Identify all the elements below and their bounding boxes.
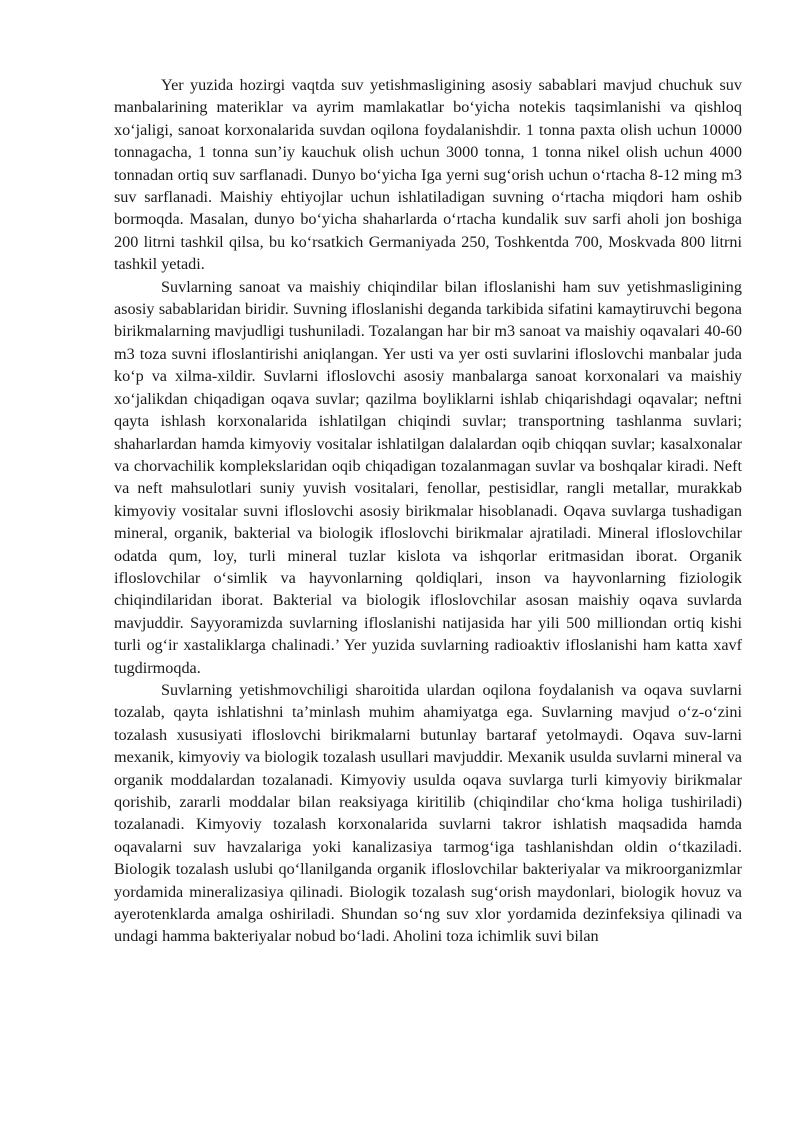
paragraph-water-shortage-causes: Yer yuzida hozirgi vaqtda suv yetishmasligining asosiy sabablari mavjud chuchuk suv manbalarining materiklar va ayrim mamlakatlar bo‘yicha notekis taqsimlanishi va qishloq xo‘jaligi, sanoat korxonalarida suvdan oqilona foydalanishdir. 1 tonna paxta olish uchun 10000 tonnagacha, 1 tonna sun’iy kauchuk olish uchun 3000 tonna, 1 tonna nikel olish uchun 4000 tonnadan ortiq suv sarflanadi. Dunyo bo‘yicha Iga yerni sug‘orish uchun o‘rtacha 8-12 ming m3 suv sarflanadi. Maishiy ehtiyojlar uchun ishlatiladigan suvning o‘rtacha miqdori ham oshib bormoqda. Masalan, dunyo bo‘yicha shaharlarda o‘rtacha kundalik suv sarfi aholi jon boshiga 200 litrni tashkil qilsa, bu ko‘rsatkich Germaniyada 250, Toshkentda 700, Moskvada 800 litrni tashkil yetadi. — [114, 76, 742, 274]
paragraph-water-pollution: Suvlarning sanoat va maishiy chiqindilar bilan ifloslanishi ham suv yetishmasligining asosiy sabablaridan biridir. Suvning ifloslanishi deganda tarkibida sifatini kamaytiruvchi begona birikmalarning mavjudligi tushuniladi. Tozalangan har bir m3 sanoat va maishiy oqavalari 40-60 m3 toza suvni ifloslantirishi aniqlangan. Yer usti va yer osti suvlarini ifloslovchi manbalar juda ko‘p va xilma-xildir. Suvlarni ifloslovchi asosiy manbalarga sanoat korxonalari va maishiy xo‘jalikdan chiqadigan oqava suvlar; qazilma boyliklarni ishlab chiqarishdagi oqavalar; neftni qayta ishlash korxonalarida ishlatilgan chiqindi suvlar; transportning tashlanma suvlari; shaharlardan hamda kimyoviy vositalar ishlatilgan dalalardan oqib chiqqan suvlar; kasalxonalar va chorvachilik komplekslaridan oqib chiqadigan tozalanmagan suvlar va boshqalar kiradi. Neft va neft mahsulotlari suniy yuvish vositalari, fenollar, pestisidlar, rangli metallar, murakkab kimyoviy vositalar suvni ifloslovchi asosiy birikmalar hisoblanadi. Oqava suvlarga tushadigan mineral, organik, bakterial va biologik ifloslovchi birikmalar ajratiladi. Mineral ifloslovchilar odatda qum, loy, turli mineral tuzlar kislota va ishqorlar eritmasidan iborat. Organik ifloslovchilar o‘simlik va hayvonlarning qoldiqlari, inson va hayvonlarning fiziologik chiqindilaridan iborat. Bakterial va biologik ifloslovchilar asosan maishiy oqava suvlarda mavjuddir. Sayyoramizda suvlarning ifloslanishi natijasida har yili 500 milliondan ortiq kishi turli og‘ir xastaliklarga chalinadi.’ Yer yuzida suvlarning radioaktiv ifloslanishi ham katta xavf tugdirmoqda. — [114, 277, 742, 677]
paragraph-water-treatment: Suvlarning yetishmovchiligi sharoitida ulardan oqilona foydalanish va oqava suvlarni tozalab, qayta ishlatishni ta’minlash muhim ahamiyatga ega. Suvlarning mavjud o‘z-o‘zini tozalash xususiyati ifloslovchi birikmalarni butunlay bartaraf yetolmaydi. Oqava suv-larni mexanik, kimyoviy va biologik tozalash usullari mavjuddir. Mexanik usulda suvlarni mineral va organik moddalardan tozalanadi. Kimyoviy usulda oqava suvlarga turli kimyoviy birikmalar qorishib, zararli moddalar bilan reaksiyaga kiritilib (chiqindilar cho‘kma holiga tushiriladi) tozalanadi. Kimyoviy tozalash korxonalarida suvlarni takror ishlatish maqsadida hamda oqavalarni suv havzalariga yoki kanalizasiya tarmog‘iga tashlanishdan oldin o‘tkaziladi. Biologik tozalash uslubi qo‘llanilganda organik ifloslovchilar bakteriyalar va mikroorganizmlar yordamida mineralizasiya qilinadi. Biologik tozalash sug‘orish maydonlari, biologik hovuz va ayerotenklarda amalga oshiriladi. Shundan so‘ng suv xlor yordamida dezinfeksiya qilinadi va undagi hamma bakteriyalar nobud bo‘ladi. Aholini toza ichimlik suvi bilan — [114, 680, 742, 946]
document-page — [114, 74, 742, 948]
